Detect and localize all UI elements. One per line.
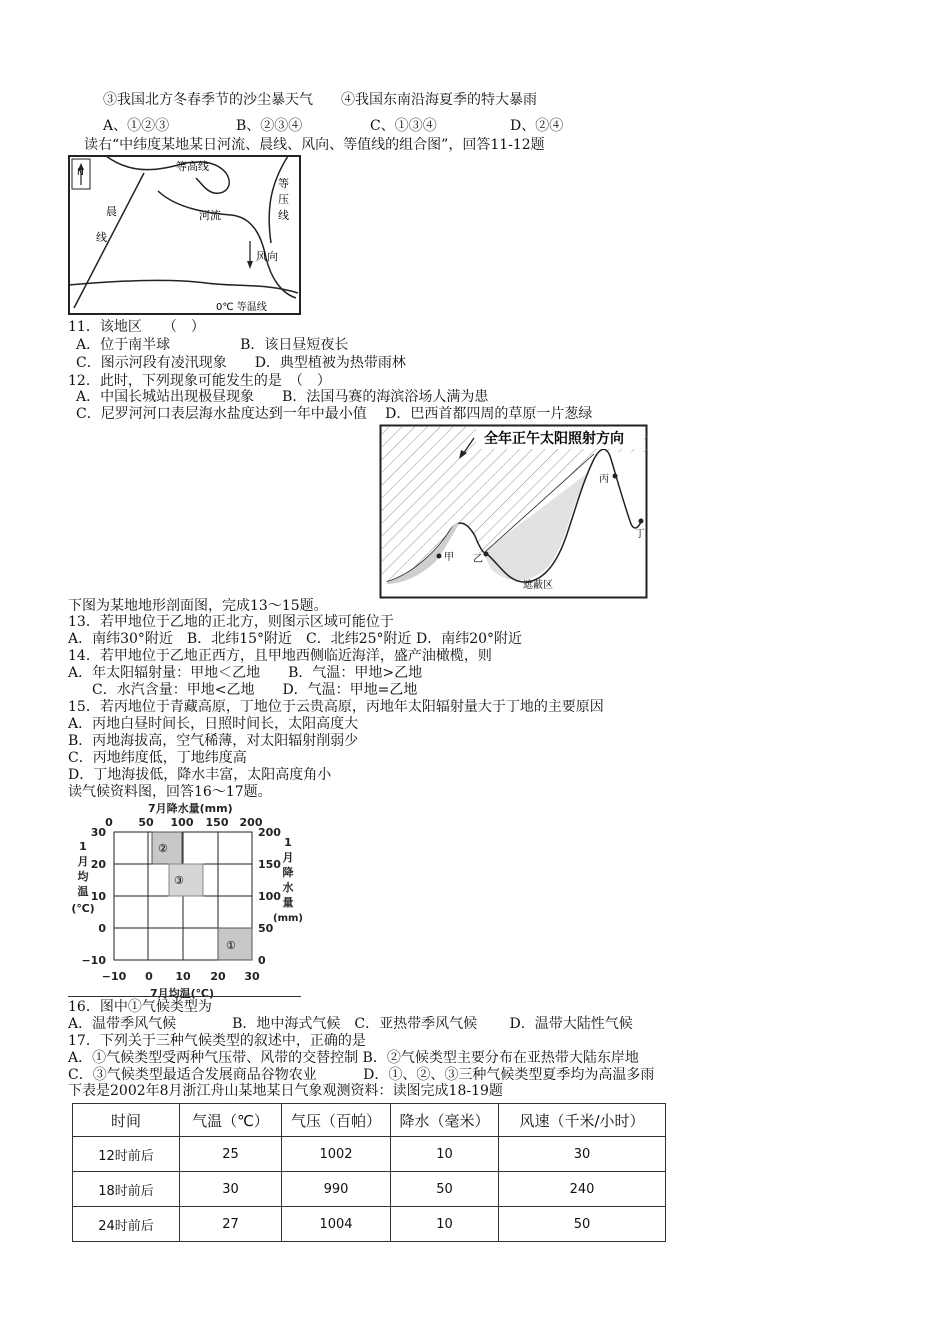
q14-stem: 14．若甲地位于乙地正西方，且甲地西侧临近海洋，盛产油橄榄，则: [68, 648, 492, 664]
july-precip-title: 7月降水量(mm): [148, 802, 233, 815]
wind-label: 风向: [256, 250, 278, 263]
q12-stem: 12．此时，下列现象可能发生的是 （ ）: [68, 373, 331, 389]
cell-temp: 27: [180, 1207, 282, 1242]
table-header-row: [73, 1104, 666, 1137]
terminator-label-1: 晨: [106, 205, 117, 218]
header-precip: 降水（毫米）: [391, 1104, 499, 1137]
q15-option-a: A．丙地白昼时间长，日照时间长，太阳高度大: [68, 716, 359, 732]
header-temp: 气温（℃）: [180, 1104, 282, 1137]
cell-wind: 30: [499, 1137, 666, 1172]
right-tick-200: 200: [258, 826, 281, 839]
table-row: [73, 1137, 666, 1172]
bottom-tick-30: 30: [244, 970, 260, 983]
left-tick-30: 30: [90, 826, 106, 839]
q14-options-cd: C．水汽含量：甲地<乙地 D．气温：甲地=乙地: [92, 682, 418, 698]
q15-option-d: D．丁地海拔低，降水丰富，太阳高度角小: [68, 767, 332, 783]
cell-precip: 50: [391, 1172, 499, 1207]
q17-stem: 17．下列关于三种气候类型的叙述中，正确的是: [68, 1033, 366, 1049]
cell-time: 12时前后: [73, 1137, 180, 1172]
bottom-tick-20: 20: [210, 970, 226, 983]
top-tick-200: 200: [239, 816, 263, 829]
label-jia: 甲: [444, 552, 454, 563]
top-tick-50: 50: [138, 816, 154, 829]
isotherm-label: 0℃ 等温线: [216, 302, 267, 313]
cell-wind: 50: [499, 1207, 666, 1242]
q13-options: A．南纬30°附近 B．北纬15°附近 C．北纬25°附近 D．南纬20°附近: [68, 631, 523, 647]
top-tick-0: 0: [105, 816, 113, 829]
q10-option-c: C、①③④: [370, 118, 437, 134]
zone-1-label: ①: [226, 939, 236, 952]
intro-18-19: 下表是2002年8月浙江舟山某地某日气象观测资料：读图完成18-19题: [68, 1083, 503, 1099]
q15-stem: 15．若丙地位于青藏高原，丁地位于云贵高原，丙地年太阳辐射量大于丁地的主要原因: [68, 699, 604, 715]
top-tick-150: 150: [205, 816, 229, 829]
bottom-tick-neg10: −10: [101, 970, 127, 983]
zone-3-label: ③: [174, 874, 184, 887]
isobar-label-3: 线: [278, 209, 289, 222]
right-label-5: 量: [282, 896, 294, 909]
left-label-4: 温: [77, 885, 89, 898]
left-tick-20: 20: [90, 858, 106, 871]
bottom-tick-10: 10: [175, 970, 191, 983]
north-arrow-label: N: [77, 168, 84, 178]
q10-option-b: B、②③④: [236, 118, 303, 134]
table-row: [73, 1207, 666, 1242]
left-tick-0: 0: [98, 922, 106, 935]
q12-options-cd: C．尼罗河河口表层海水盐度达到一年中最小值 D．巴西首都四周的草原一片葱绿: [76, 406, 593, 422]
q17-options-ab: A．①气候类型受两种气压带、风带的交替控制 B．②气候类型主要分布在亚热带大陆东岸地: [68, 1050, 639, 1066]
right-tick-0: 0: [258, 954, 266, 967]
climate-chart-figure: [66, 800, 306, 1000]
cell-temp: 30: [180, 1172, 282, 1207]
sun-direction-title: 全年正午太阳照射方向: [484, 431, 624, 447]
right-label-4: 水: [282, 881, 294, 894]
intro-11-12: 读右“中纬度某地某日河流、晨线、风向、等值线的组合图”，回答11-12题: [84, 137, 545, 153]
cell-precip: 10: [391, 1137, 499, 1172]
label-ding: 丁: [635, 529, 645, 540]
header-pressure: 气压（百帕）: [282, 1104, 391, 1137]
right-label-6: (mm): [273, 913, 303, 924]
bottom-tick-0: 0: [145, 970, 153, 983]
header-wind: 风速（千米/小时）: [499, 1104, 666, 1137]
cell-time: 18时前后: [73, 1172, 180, 1207]
q10-items: ③我国北方冬春季节的沙尘暴天气 ④我国东南沿海夏季的特大暴雨: [103, 92, 537, 108]
cell-pressure: 1002: [282, 1137, 391, 1172]
point-bing: [613, 474, 618, 479]
right-tick-100: 100: [258, 890, 281, 903]
intro-13-15: 下图为某地地形剖面图，完成13～15题。: [68, 598, 328, 614]
q17-options-cd: C．③气候类型最适合发展商品谷物农业 D．①、②、③三种气候类型夏季均为高温多雨: [68, 1067, 655, 1083]
river-label: 河流: [199, 209, 221, 222]
left-label-2: 月: [77, 855, 89, 868]
q16-options: A．温带季风气候 B．地中海式气候 C．亚热带季风气候 D．温带大陆性气候: [68, 1016, 633, 1032]
right-tick-150: 150: [258, 858, 281, 871]
cell-temp: 25: [180, 1137, 282, 1172]
header-time: 时间: [73, 1104, 180, 1137]
right-label-1: 1: [284, 836, 292, 849]
july-temp-title: 7月均温(℃): [150, 987, 215, 1000]
shade-area-label: 遮蔽区: [523, 580, 553, 591]
terminator-label-2: 线: [96, 231, 107, 244]
q13-stem: 13．若甲地位于乙地的正北方，则图示区域可能位于: [68, 614, 394, 630]
right-label-3: 降: [282, 866, 294, 879]
left-label-5: (℃): [71, 902, 95, 915]
table-row: [73, 1172, 666, 1207]
q11-options-ab: A．位于南半球 B．该日昼短夜长: [76, 337, 349, 353]
label-bing: 丙: [599, 474, 609, 485]
top-tick-100: 100: [170, 816, 194, 829]
q10-option-a: A、①②③: [103, 118, 170, 134]
point-jia: [437, 554, 442, 559]
left-tick-neg10: −10: [81, 954, 106, 967]
cell-precip: 10: [391, 1207, 499, 1242]
q10-option-d: D、②④: [510, 118, 564, 134]
weather-table: [72, 1103, 666, 1242]
right-tick-50: 50: [258, 922, 274, 935]
label-yi: 乙: [473, 554, 483, 565]
right-label-2: 月: [282, 851, 294, 864]
cell-wind: 240: [499, 1172, 666, 1207]
divider-line: [68, 996, 301, 997]
q15-option-b: B．丙地海拔高，空气稀薄，对太阳辐射削弱少: [68, 733, 359, 749]
q15-option-c: C．丙地纬度低，丁地纬度高: [68, 750, 247, 766]
isobar-label-1: 等: [278, 177, 289, 190]
terrain-profile-figure: [379, 424, 649, 600]
q11-options-cd: C．图示河段有凌汛现象 D．典型植被为热带雨林: [76, 355, 406, 371]
point-yi: [484, 552, 489, 557]
q16-stem: 16．图中①气候类型为: [68, 999, 212, 1015]
cell-pressure: 990: [282, 1172, 391, 1207]
contour-label: 等高线: [176, 160, 209, 173]
left-label-3: 均: [77, 870, 89, 883]
intro-16-17: 读气候资料图，回答16～17题。: [68, 784, 272, 800]
cell-pressure: 1004: [282, 1207, 391, 1242]
zone-2-label: ②: [158, 842, 168, 855]
q11-stem: 11．该地区 （ ）: [68, 319, 205, 335]
cell-time: 24时前后: [73, 1207, 180, 1242]
isobar-label-2: 压: [278, 193, 289, 206]
left-tick-10: 10: [90, 890, 106, 903]
q12-options-ab: A．中国长城站出现极昼现象 B．法国马赛的海滨浴场人满为患: [76, 389, 489, 405]
q14-options-ab: A．年太阳辐射量：甲地＜乙地 B．气温：甲地>乙地: [68, 665, 423, 681]
left-label-1: 1: [79, 840, 87, 853]
point-ding: [639, 519, 644, 524]
terminator-map-figure: [66, 153, 306, 318]
